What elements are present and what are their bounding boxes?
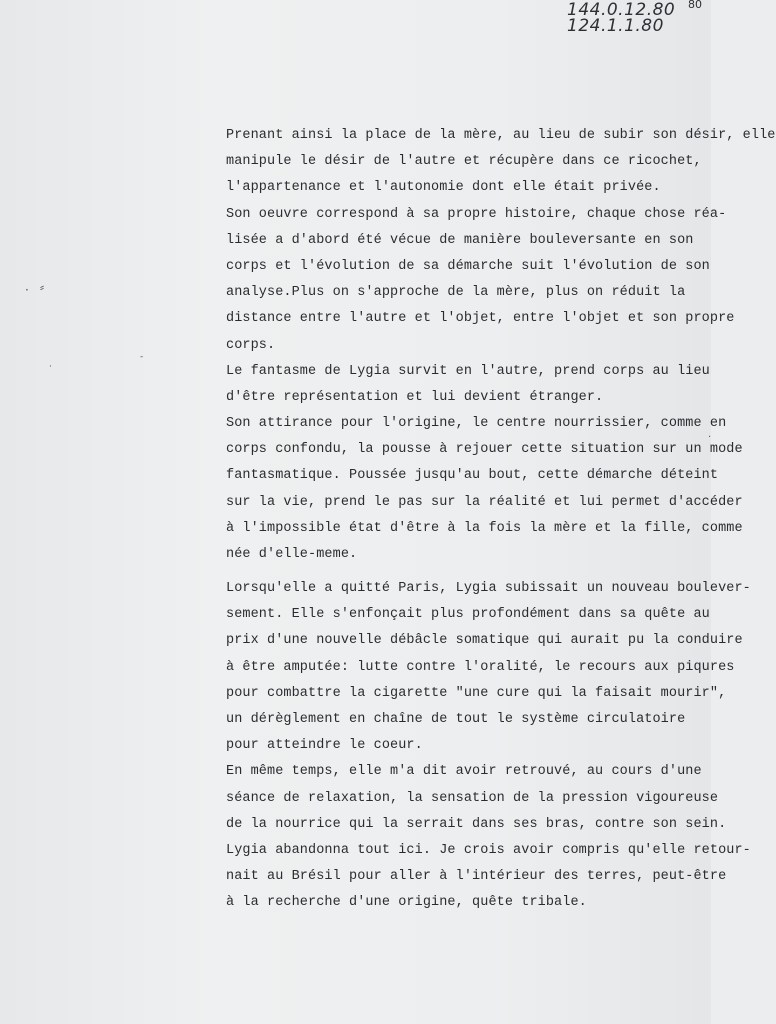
- text-line: Prenant ainsi la place de la mère, au lieu de subir son désir, elle: [226, 128, 776, 143]
- text-line: Lorsqu'elle a quitté Paris, Lygia subissait un nouveau boulever-: [226, 581, 751, 596]
- text-line: à la recherche d'une origine, quête tribale.: [226, 895, 587, 911]
- text-line: sement. Elle s'enfonçait plus profondément dans sa quête au: [226, 607, 710, 623]
- paragraph-1: [226, 123, 776, 568]
- text-line: Lygia abandonna tout ici. Je crois avoir compris qu'elle retour-: [226, 842, 751, 858]
- text-line: manipule le désir de l'autre et récupère dans ce ricochet,: [226, 154, 702, 170]
- text-line: à l'impossible état d'être à la fois la mère et la fille, comme: [226, 520, 743, 536]
- text-line: Le fantasme de Lygia survit en l'autre, prend corps au lieu: [226, 363, 710, 379]
- text-line: distance entre l'autre et l'objet, entre l'objet et son propre: [226, 311, 735, 327]
- paragraph-2: [226, 576, 751, 916]
- text-line: fantasmatique. Poussée jusqu'au bout, cette démarche déteint: [226, 468, 719, 484]
- archive-reference-1: 144.0.12.80: [567, 0, 676, 20]
- margin-speck: ⸗: [40, 280, 44, 294]
- archive-reference-2: 124.1.1.80: [567, 16, 664, 36]
- text-line: de la nourrice qui la serrait dans ses bras, contre son sein.: [226, 816, 727, 832]
- text-line: séance de relaxation, la sensation de la pression vigoureuse: [226, 790, 719, 806]
- text-line: l'appartenance et l'autonomie dont elle était privée.: [226, 180, 661, 196]
- text-line: sur la vie, prend le pas sur la réalité et lui permet d'accéder: [226, 494, 743, 510]
- text-line: un dérèglement en chaîne de tout le système circulatoire: [226, 711, 686, 727]
- text-line: Son oeuvre correspond à sa propre histoire, chaque chose réa-: [226, 206, 727, 222]
- text-line: corps.: [226, 337, 276, 353]
- text-line: pour atteindre le coeur.: [226, 738, 423, 754]
- text-line: d'être représentation et lui devient étranger.: [226, 389, 604, 405]
- text-line: à être amputée: lutte contre l'oralité, le recours aux piqures: [226, 659, 735, 675]
- text-line: corps et l'évolution de sa démarche suit l'évolution de son: [226, 258, 710, 274]
- text-line: Son attirance pour l'origine, le centre nourrissier, comme en: [226, 416, 727, 432]
- text-line: nait au Brésil pour aller à l'intérieur des terres, peut-être: [226, 869, 727, 885]
- text-line: lisée a d'abord été vécue de manière bouleversante en son: [226, 232, 694, 248]
- margin-speck: ·: [708, 432, 712, 443]
- margin-speck: ·: [49, 362, 52, 372]
- text-line: prix d'une nouvelle débâcle somatique qui aurait pu la conduire: [226, 633, 743, 649]
- text-line: née d'elle-meme.: [226, 547, 358, 562]
- margin-speck: -: [140, 352, 144, 362]
- text-line: En même temps, elle m'a dit avoir retrouvé, au cours d'une: [226, 764, 702, 780]
- text-line: corps confondu, la pousse à rejouer cette situation sur un mode: [226, 442, 743, 458]
- margin-speck: ·: [25, 283, 29, 297]
- text-line: analyse.Plus on s'approche de la mère, plus on réduit la: [226, 285, 686, 301]
- page-number: 80: [688, 0, 702, 11]
- text-line: pour combattre la cigarette "une cure qui la faisait mourir",: [226, 685, 727, 701]
